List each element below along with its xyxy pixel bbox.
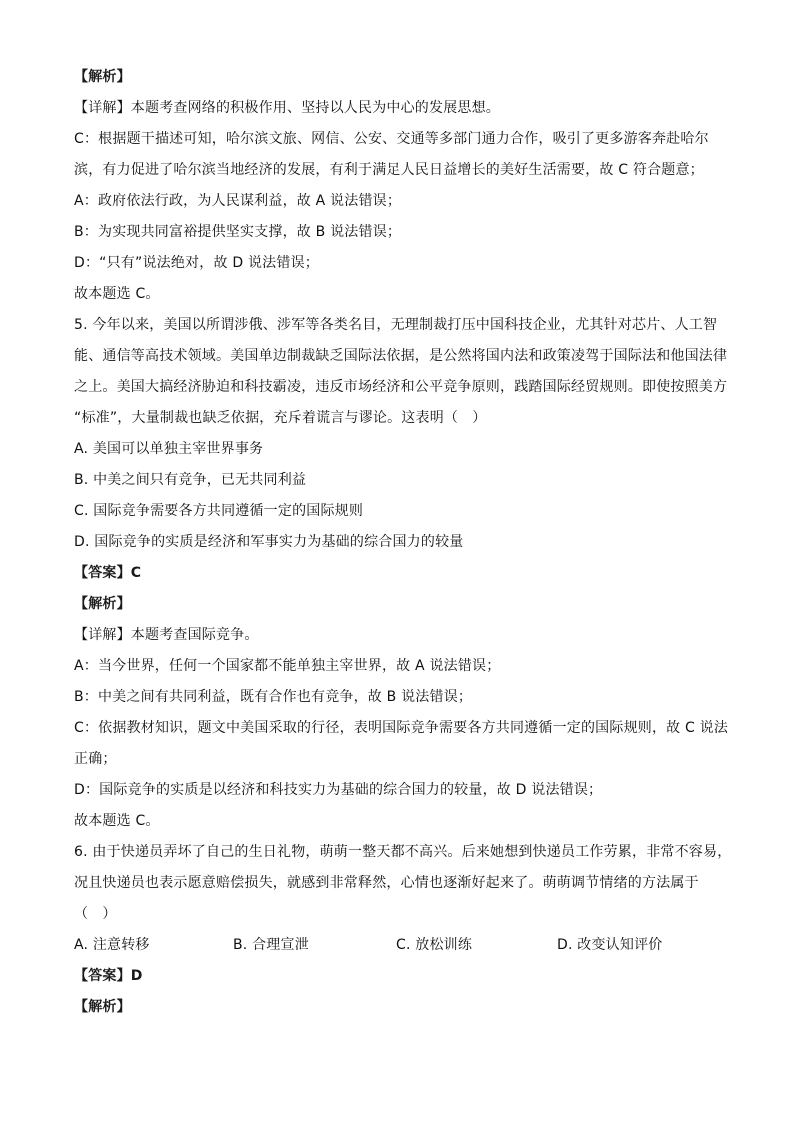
q5-answer: 【答案】C (74, 565, 142, 581)
q5-option-b-analysis: B：中美之间有共同利益，既有合作也有竞争，故 B 说法错误； (74, 689, 473, 705)
page-content (74, 62, 732, 1023)
q5-option-d-analysis: D：国际竞争的实质是以经济和科技实力为基础的综合国力的较量，故 D 说法错误； (74, 782, 603, 798)
q5-stem-line4: “标准”，大量制裁也缺乏依据，充斥着谎言与谬论。这表明（ ） (74, 410, 487, 426)
q4-conclusion: 故本题选 C。 (74, 286, 160, 302)
q5-stem-line1: 5. 今年以来，美国以所谓涉俄、涉军等各类名目，无理制裁打压中国科技企业，尤其针对芯片、人工智 (74, 317, 718, 333)
q5-conclusion: 故本题选 C。 (74, 813, 160, 829)
q6-stem-line3: （ ） (74, 906, 117, 922)
q4-option-c-analysis-line2: 滨，有力促进了哈尔滨当地经济的发展，有利于满足人民日益增长的美好生活需要，故 C 符合题意； (74, 162, 704, 178)
q5-option-a-analysis: A：当今世界，任何一个国家都不能单独主宰世界，故 A 说法错误； (74, 658, 501, 674)
q6-analysis-heading: 【解析】 (74, 999, 131, 1015)
q6-stem-line2: 况且快递员也表示愿意赔偿损失，就感到非常释然，心情也逐渐好起来了。萌萌调节情绪的方法属于 (74, 875, 699, 891)
q6-option-b: B. 合理宣泄 (233, 937, 309, 953)
q4-option-c-analysis-line1: C：根据题干描述可知，哈尔滨文旅、网信、公安、交通等多部门通力合作，吸引了更多游客奔赴哈尔 (74, 131, 709, 147)
q6-option-a: A. 注意转移 (74, 937, 150, 953)
q4-option-d-analysis: D：“只有”说法绝对，故 D 说法错误； (74, 255, 319, 271)
q6-option-d: D. 改变认知评价 (557, 937, 663, 953)
q4-option-a-analysis: A：政府依法行政，为人民谋利益，故 A 说法错误； (74, 193, 402, 209)
q4-option-b-analysis: B：为实现共同富裕提供坚实支撑，故 B 说法错误； (74, 224, 402, 240)
q5-stem-line3: 之上。美国大搞经济胁迫和科技霸凌，违反市场经济和公平竞争原则，践踏国际经贸规则。即使按照美方 (74, 379, 728, 395)
q5-option-c-analysis-line1: C：依据教材知识，题文中美国采取的行径，表明国际竞争需要各方共同遵循一定的国际规则，故 C 说法 (74, 720, 729, 736)
q4-analysis-heading: 【解析】 (74, 69, 131, 85)
q6-options-row (74, 930, 722, 961)
q5-analysis-heading: 【解析】 (74, 596, 131, 612)
q5-option-b: B. 中美之间只有竞争，已无共同利益 (74, 472, 307, 488)
q5-detail: 【详解】本题考查国际竞争。 (74, 627, 259, 643)
q6-stem-line1: 6. 由于快递员弄坏了自己的生日礼物，萌萌一整天都不高兴。后来她想到快递员工作劳累，非常不容易， (74, 844, 732, 860)
q6-option-c: C. 放松训练 (396, 937, 473, 953)
q4-detail: 【详解】本题考查网络的积极作用、坚持以人民为中心的发展思想。 (74, 100, 500, 116)
q5-option-d: D. 国际竞争的实质是经济和军事实力为基础的综合国力的较量 (74, 534, 464, 550)
q5-option-c: C. 国际竞争需要各方共同遵循一定的国际规则 (74, 503, 364, 519)
q5-option-a: A. 美国可以单独主宰世界事务 (74, 441, 264, 457)
q5-option-c-analysis-line2: 正确； (74, 751, 117, 767)
q5-stem-line2: 能、通信等高技术领域。美国单边制裁缺乏国际法依据，是公然将国内法和政策凌驾于国际法和他国法律 (74, 348, 728, 364)
q6-answer: 【答案】D (74, 968, 143, 984)
